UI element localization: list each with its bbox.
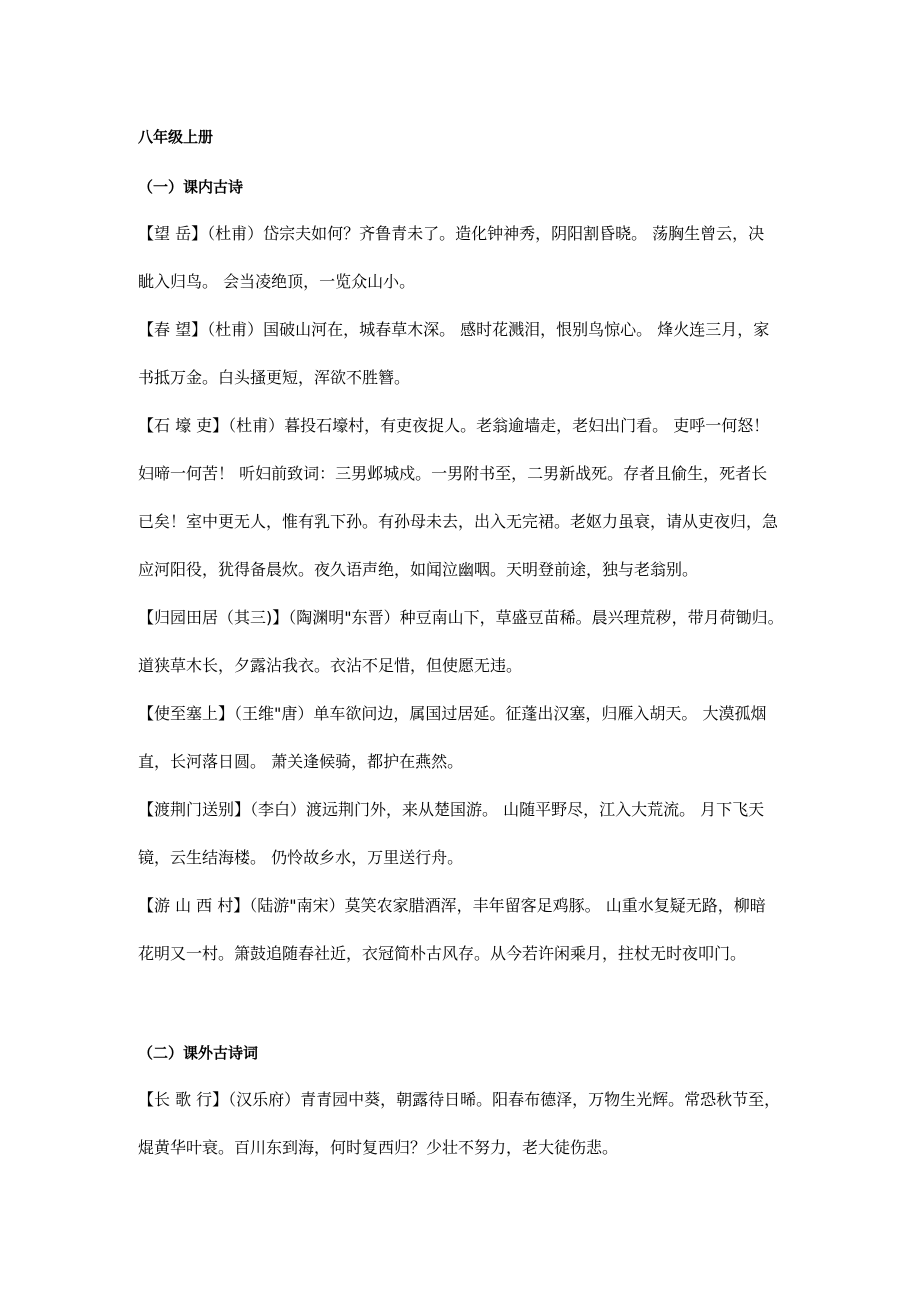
poem-line: 焜黄华叶衰。百川东到海，何时复西归？少壮不努力，老大徒伤悲。 [138,1138,619,1157]
section-title: 八年级上册 [138,128,214,146]
poem-line: 【长 歌 行】（汉乐府）青青园中葵，朝露待日晞。阳春布德泽，万物生光辉。常恐秋节至， [138,1090,781,1109]
part2-title: （二）课外古诗词 [138,1044,259,1062]
poem-line: 【使至塞上】（王维"唐）单车欲问边，属国过居延。征蓬出汉塞，归雁入胡天。 大漠孤烟 [138,704,767,723]
poem-line: 【归园田居（其三)】（陶渊明"东晋）种豆南山下，草盛豆苗稀。晨兴理荒秽，带月荷锄归。 [138,608,784,627]
poem-line: 【石 壕 吏】（杜甫）暮投石壕村，有吏夜捉人。老翁逾墙走，老妇出门看。 吏呼一何怒！ [138,416,770,435]
poem-line: 【游 山 西 村】（陆游"南宋）莫笑农家腊酒浑，丰年留客足鸡豚。 山重水复疑无路，柳暗 [138,896,766,915]
poem-line: 【渡荆门送别】（李白）渡远荆门外，来从楚国游。 山随平野尽，江入大荒流。 月下飞天 [138,800,765,819]
poem-line: 道狭草木长，夕露沾我衣。衣沾不足惜，但使愿无违。 [138,656,523,675]
poem-line: 花明又一村。箫鼓追随春社近，衣冠简朴古风存。从今若许闲乘月，拄杖无时夜叩门。 [138,944,747,963]
poem-line: 应河阳役，犹得备晨炊。夜久语声绝，如闻泣幽咽。天明登前途，独与老翁别。 [138,560,699,579]
poem-line: 【春 望】（杜甫）国破山河在，城春草木深。 感时花溅泪，恨别鸟惊心。 烽火连三月，家 [138,320,770,339]
poem-line: 镜，云生结海楼。 仍怜故乡水，万里送行舟。 [138,848,464,867]
poem-line: 直，长河落日圆。 萧关逢候骑，都护在燕然。 [138,752,464,771]
poem-line: 眦入归鸟。 会当凌绝顶，一览众山小。 [138,272,416,291]
poem-line: 已矣！室中更无人，惟有乳下孙。有孙母未去，出入无完裙。老妪力虽衰，请从吏夜归，急 [138,512,779,531]
poem-line: 书抵万金。白头搔更短，浑欲不胜簪。 [138,368,411,387]
part1-title: （一）课内古诗 [138,178,244,196]
poem-line: 【望 岳】（杜甫）岱宗夫如何？齐鲁青未了。造化钟神秀，阴阳割昏晓。 荡胸生曾云，决 [138,224,765,243]
poem-line: 妇啼一何苦！ 听妇前致词：三男邺城戍。一男附书至，二男新战死。存者且偷生，死者长 [138,464,768,483]
